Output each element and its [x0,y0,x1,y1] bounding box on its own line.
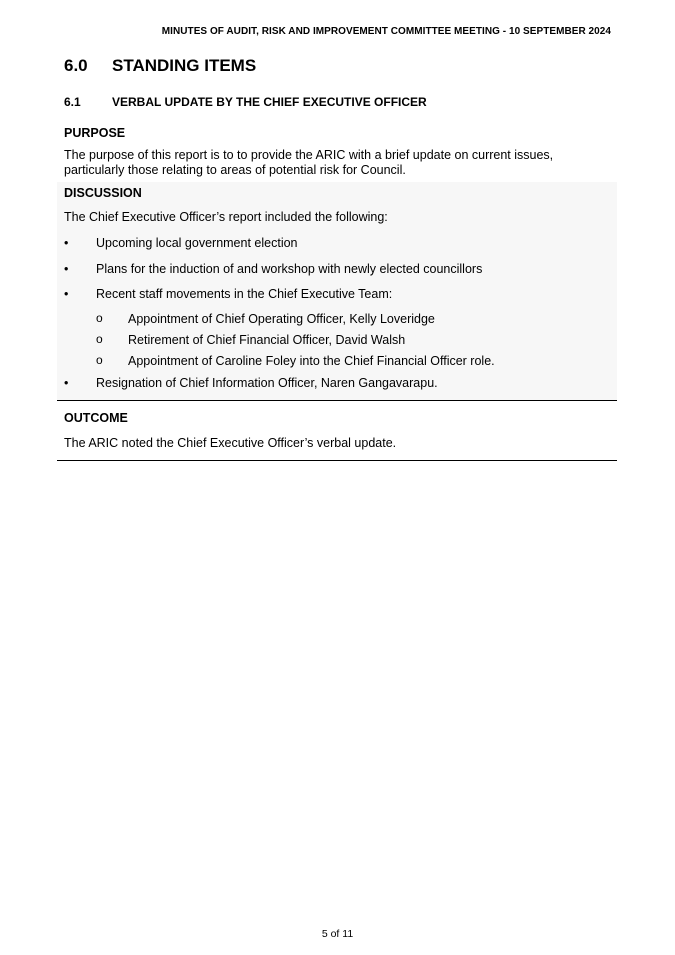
list-item-text: Upcoming local government election [96,236,298,250]
list-item-text: Recent staff movements in the Chief Executive Team: [96,287,393,301]
item-title: VERBAL UPDATE BY THE CHIEF EXECUTIVE OFFICER [112,95,427,109]
item-heading [64,95,427,109]
outcome-text: The ARIC noted the Chief Executive Officer’s verbal update. [64,436,397,450]
discussion-intro: The Chief Executive Officer’s report included the following: [64,210,388,224]
purpose-label: PURPOSE [64,126,126,140]
running-header: MINUTES OF AUDIT, RISK AND IMPROVEMENT COMMITTEE MEETING - 10 SEPTEMBER 2024 [161,26,611,37]
section-title: STANDING ITEMS [112,56,257,75]
sub-bullet-marker: o [96,311,103,325]
bullet-marker: • [64,236,69,250]
sub-bullet-marker: o [96,353,103,367]
sub-list-item-text: Appointment of Chief Operating Officer, Kelly Loveridge [128,312,435,326]
sub-list-item-text: Appointment of Caroline Foley into the Chief Financial Officer role. [128,354,495,368]
sub-list-item-text: Retirement of Chief Financial Officer, David Walsh [128,333,406,347]
page-number: 5 of 11 [321,928,354,940]
list-item-text: Plans for the induction of and workshop with newly elected councillors [96,262,483,276]
sub-bullet-marker: o [96,332,103,346]
section-divider [57,460,617,461]
purpose-text: The purpose of this report is to to provide the ARIC with a brief update on current issues, particularly those relating to areas of potential risk for Council. [64,148,554,177]
bullet-marker: • [64,376,69,390]
bullet-marker: • [64,262,69,276]
outcome-label: OUTCOME [64,411,128,425]
section-heading [64,56,256,76]
section-number: 6.0 [64,56,88,75]
discussion-label: DISCUSSION [64,186,142,200]
bullet-marker: • [64,287,69,301]
list-item-text: Resignation of Chief Information Officer, Naren Gangavarapu. [96,376,438,390]
section-divider [57,400,617,401]
item-number: 6.1 [64,95,81,109]
